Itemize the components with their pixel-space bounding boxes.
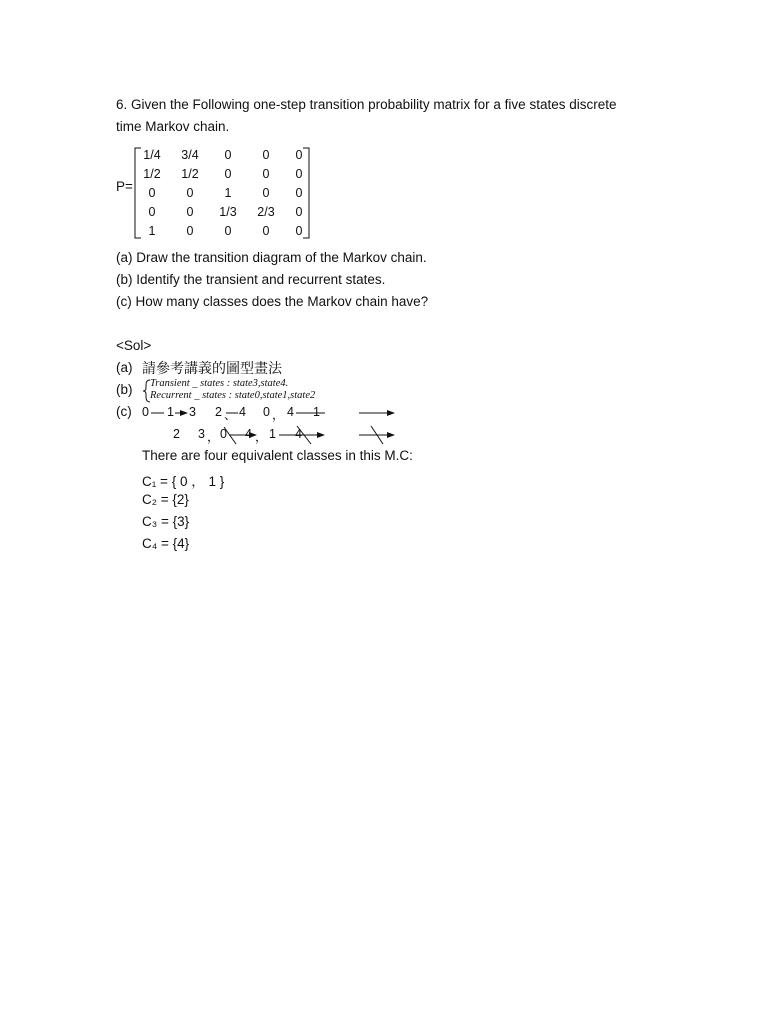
matrix-cell: 1/2 — [181, 167, 199, 181]
matrix-cell: 0 — [148, 205, 156, 219]
chain-state: 0 — [220, 427, 227, 441]
chain-state: 2 — [215, 405, 222, 419]
matrix-cell: 0 — [224, 148, 232, 162]
matrix-cell: 0 — [295, 224, 303, 238]
chain-state: 3 — [198, 427, 205, 441]
classes-summary: There are four equivalent classes in this M.C: — [142, 448, 413, 463]
part-c: (c) How many classes does the Markov chain have? — [116, 294, 429, 309]
chain-state: 0 — [263, 405, 270, 419]
matrix-left-bracket — [135, 148, 141, 238]
matrix-cell: 0 — [295, 148, 303, 162]
matrix-cell: 0 — [262, 224, 270, 238]
class-c3: C₃ = {3} — [142, 514, 190, 529]
matrix-cell: 0 — [186, 205, 194, 219]
chain-state: 4 — [295, 427, 302, 441]
matrix-right-bracket — [303, 148, 309, 238]
solution-a-label: (a) — [116, 360, 133, 375]
matrix-cell: 1/3 — [219, 205, 237, 219]
matrix-cell: 0 — [186, 186, 194, 200]
chain-state: 4 — [239, 405, 246, 419]
question-line-1: 6. Given the Following one-step transition probability matrix for a five states discrete — [116, 97, 617, 112]
matrix-cell: 0 — [262, 167, 270, 181]
chain-state: 1 — [313, 405, 320, 419]
chain-separator: ， — [207, 430, 220, 444]
chain-state: 1 — [167, 405, 174, 419]
matrix-cell: 0 — [262, 148, 270, 162]
transient-states-line: Transient _ states : state3,state4. — [150, 378, 289, 389]
matrix-cell: 1 — [224, 186, 232, 200]
chain-state: 2 — [173, 427, 180, 441]
chain-state: 3 — [189, 405, 196, 419]
matrix-cell: 1/4 — [143, 148, 161, 162]
chain-separator: ， — [272, 408, 285, 422]
matrix-cell: 1/2 — [143, 167, 161, 181]
chain-state: 4 — [245, 427, 252, 441]
chain-state: 4 — [287, 405, 294, 419]
recurrent-states-line: Recurrent _ states : state0,state1,state2 — [150, 390, 316, 401]
matrix-cell: 0 — [262, 186, 270, 200]
part-a: (a) Draw the transition diagram of the Markov chain. — [116, 250, 427, 265]
class-c4: C₄ = {4} — [142, 536, 190, 551]
solution-header: <Sol> — [116, 338, 152, 353]
chain-separator: ， — [255, 430, 268, 444]
solution-b-label: (b) — [116, 382, 133, 397]
chain-separator: 、 — [224, 408, 237, 422]
matrix-cell: 0 — [186, 224, 194, 238]
matrix-cell: 0 — [148, 186, 156, 200]
matrix-cell: 2/3 — [257, 205, 275, 219]
chain-state: 1 — [269, 427, 276, 441]
class-c2: C₂ = {2} — [142, 492, 189, 507]
matrix-cell: 0 — [224, 167, 232, 181]
matrix-cell: 0 — [224, 224, 232, 238]
matrix-label: P= — [116, 179, 133, 194]
class-c1: C₁ = { 0 ， 1 } — [142, 474, 225, 489]
matrix-cell: 1 — [148, 224, 156, 238]
states-brace — [143, 380, 150, 402]
matrix-cell: 0 — [295, 205, 303, 219]
solution-a-text: 請參考講義的圖型畫法 — [142, 361, 282, 377]
solution-c-label: (c) — [116, 404, 132, 419]
part-b: (b) Identify the transient and recurrent states. — [116, 272, 386, 287]
chain-state: 0 — [142, 405, 149, 419]
matrix-cell: 3/4 — [181, 148, 199, 162]
matrix-cell: 0 — [295, 186, 303, 200]
matrix-cell: 0 — [295, 167, 303, 181]
question-line-2: time Markov chain. — [116, 119, 230, 134]
